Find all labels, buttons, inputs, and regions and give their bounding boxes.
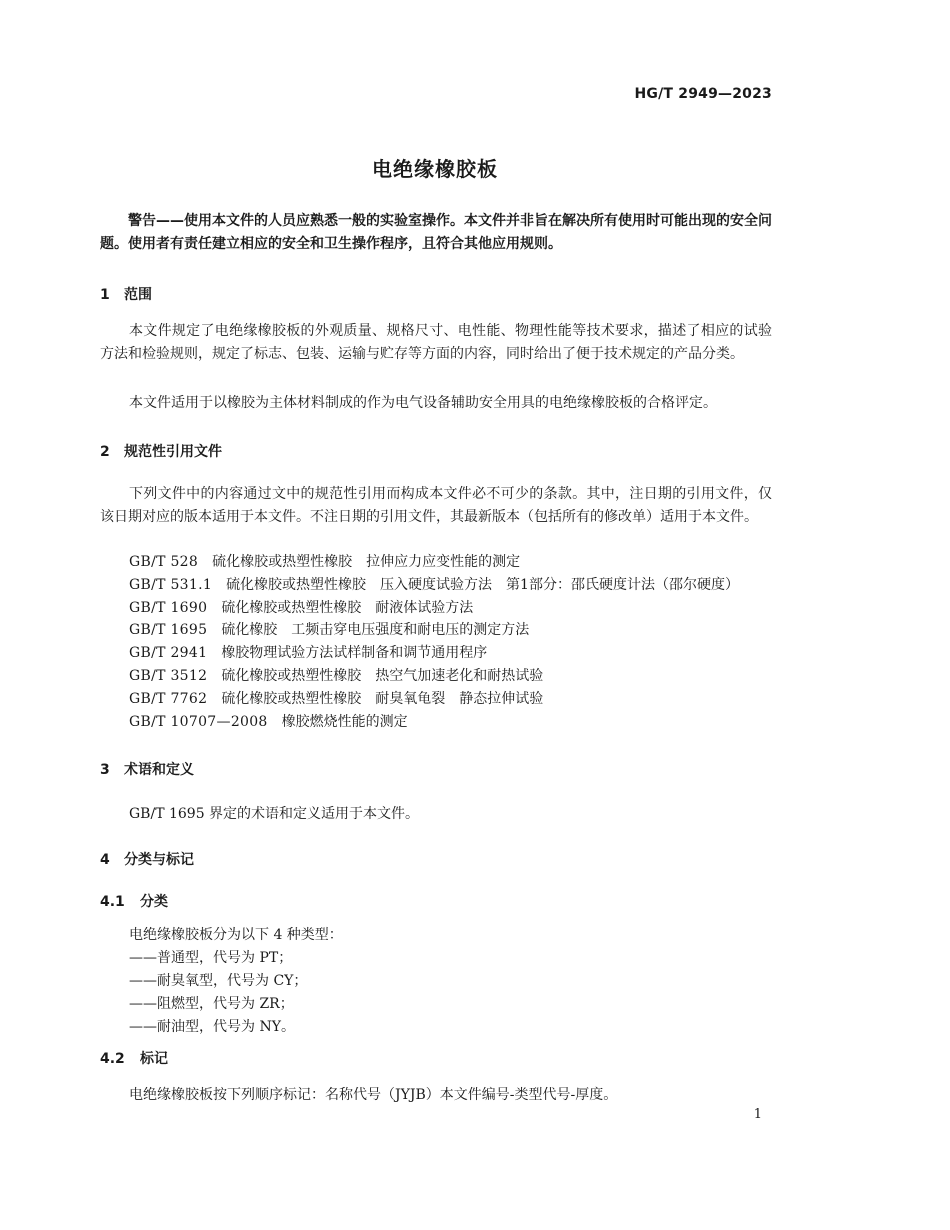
section-4-1-heading	[100, 891, 168, 911]
reference-title: 橡胶燃烧性能的测定	[281, 713, 408, 730]
reference-title: 橡胶物理试验方法试样制备和调节通用程序	[221, 645, 488, 662]
reference-item	[129, 711, 739, 734]
document-title: 电绝缘橡胶板	[372, 157, 498, 181]
reference-item	[129, 551, 739, 574]
section-title: 规范性引用文件	[124, 444, 222, 460]
section-4-2-heading	[100, 1048, 168, 1068]
warning-paragraph: 警告——使用本文件的人员应熟悉一般的实验室操作。本文件并非旨在解决所有使用时可能出现的安全问题。使用者有责任建立相应的安全和卫生操作程序，且符合其他应用规则。	[100, 213, 772, 252]
reference-item	[129, 597, 739, 620]
classification-item: ——普通型，代号为 PT；	[129, 950, 293, 966]
reference-code: GB/T 2941	[129, 645, 208, 662]
marking-paragraph: 电绝缘橡胶板按下列顺序标记：名称代号（JYJB）本文件编号-类型代号-厚度。	[129, 1087, 618, 1103]
classification-item: ——阻燃型，代号为 ZR；	[129, 996, 294, 1012]
classification-list	[129, 924, 343, 1039]
section-title: 分类与标记	[124, 852, 194, 868]
reference-title: 硫化橡胶或热塑性橡胶 压入硬度试验方法 第1部分：邵氏硬度计法（邵尔硬度）	[226, 576, 739, 593]
section-number: 1	[100, 287, 110, 303]
section-1-paragraph-1: 本文件规定了电绝缘橡胶板的外观质量、规格尺寸、电性能、物理性能等技术要求，描述了相应的试验方法和检验规则，规定了标志、包装、运输与贮存等方面的内容，同时给出了便于技术规定的产品分类。	[100, 323, 772, 362]
reference-title: 硫化橡胶或热塑性橡胶 拉伸应力应变性能的测定	[212, 554, 521, 570]
reference-title: 硫化橡胶或热塑性橡胶 耐臭氧龟裂 静态拉伸试验	[221, 690, 544, 707]
section-2-intro: 下列文件中的内容通过文中的规范性引用而构成本文件必不可少的条款。其中，注日期的引用文件，仅该日期对应的版本适用于本文件。不注日期的引用文件，其最新版本（包括所有的修改单）适用于本文件。	[100, 486, 772, 525]
reference-code: GB/T 3512	[129, 667, 208, 684]
reference-code: GB/T 7762	[129, 690, 208, 707]
subsection-number: 4.1	[100, 894, 125, 910]
reference-code: GB/T 1690	[129, 599, 208, 616]
reference-item	[129, 665, 739, 688]
page-number: 1	[753, 1107, 762, 1122]
reference-item	[129, 688, 739, 711]
classification-intro: 电绝缘橡胶板分为以下 4 种类型：	[129, 927, 343, 943]
reference-item	[129, 642, 739, 665]
standard-code: HG/T 2949—2023	[634, 86, 772, 102]
section-4-heading	[100, 849, 194, 869]
reference-item	[129, 574, 739, 597]
section-number: 3	[100, 762, 110, 778]
reference-code: GB/T 1695	[129, 622, 208, 639]
subsection-number: 4.2	[100, 1051, 125, 1067]
reference-code: GB/T 528	[129, 554, 199, 570]
reference-item	[129, 619, 739, 642]
section-3-paragraph: GB/T 1695 界定的术语和定义适用于本文件。	[129, 806, 420, 822]
reference-title: 硫化橡胶或热塑性橡胶 耐液体试验方法	[221, 599, 474, 616]
section-1-paragraph-2: 本文件适用于以橡胶为主体材料制成的作为电气设备辅助安全用具的电绝缘橡胶板的合格评定。	[129, 395, 717, 411]
reference-title: 硫化橡胶 工频击穿电压强度和耐电压的测定方法	[221, 622, 530, 639]
classification-item: ——耐臭氧型，代号为 CY；	[129, 973, 308, 989]
section-number: 4	[100, 852, 110, 868]
section-3-heading	[100, 759, 194, 779]
section-2-heading	[100, 441, 222, 461]
section-title: 范围	[124, 287, 152, 303]
section-number: 2	[100, 444, 110, 460]
normative-references-list	[129, 551, 739, 733]
reference-code: GB/T 531.1	[129, 576, 213, 593]
reference-title: 硫化橡胶或热塑性橡胶 热空气加速老化和耐热试验	[221, 667, 544, 684]
section-title: 术语和定义	[124, 762, 194, 778]
reference-code: GB/T 10707—2008	[129, 713, 268, 730]
subsection-title: 分类	[140, 894, 168, 910]
classification-item: ——耐油型，代号为 NY。	[129, 1019, 295, 1035]
subsection-title: 标记	[140, 1051, 168, 1067]
section-1-heading	[100, 284, 152, 304]
